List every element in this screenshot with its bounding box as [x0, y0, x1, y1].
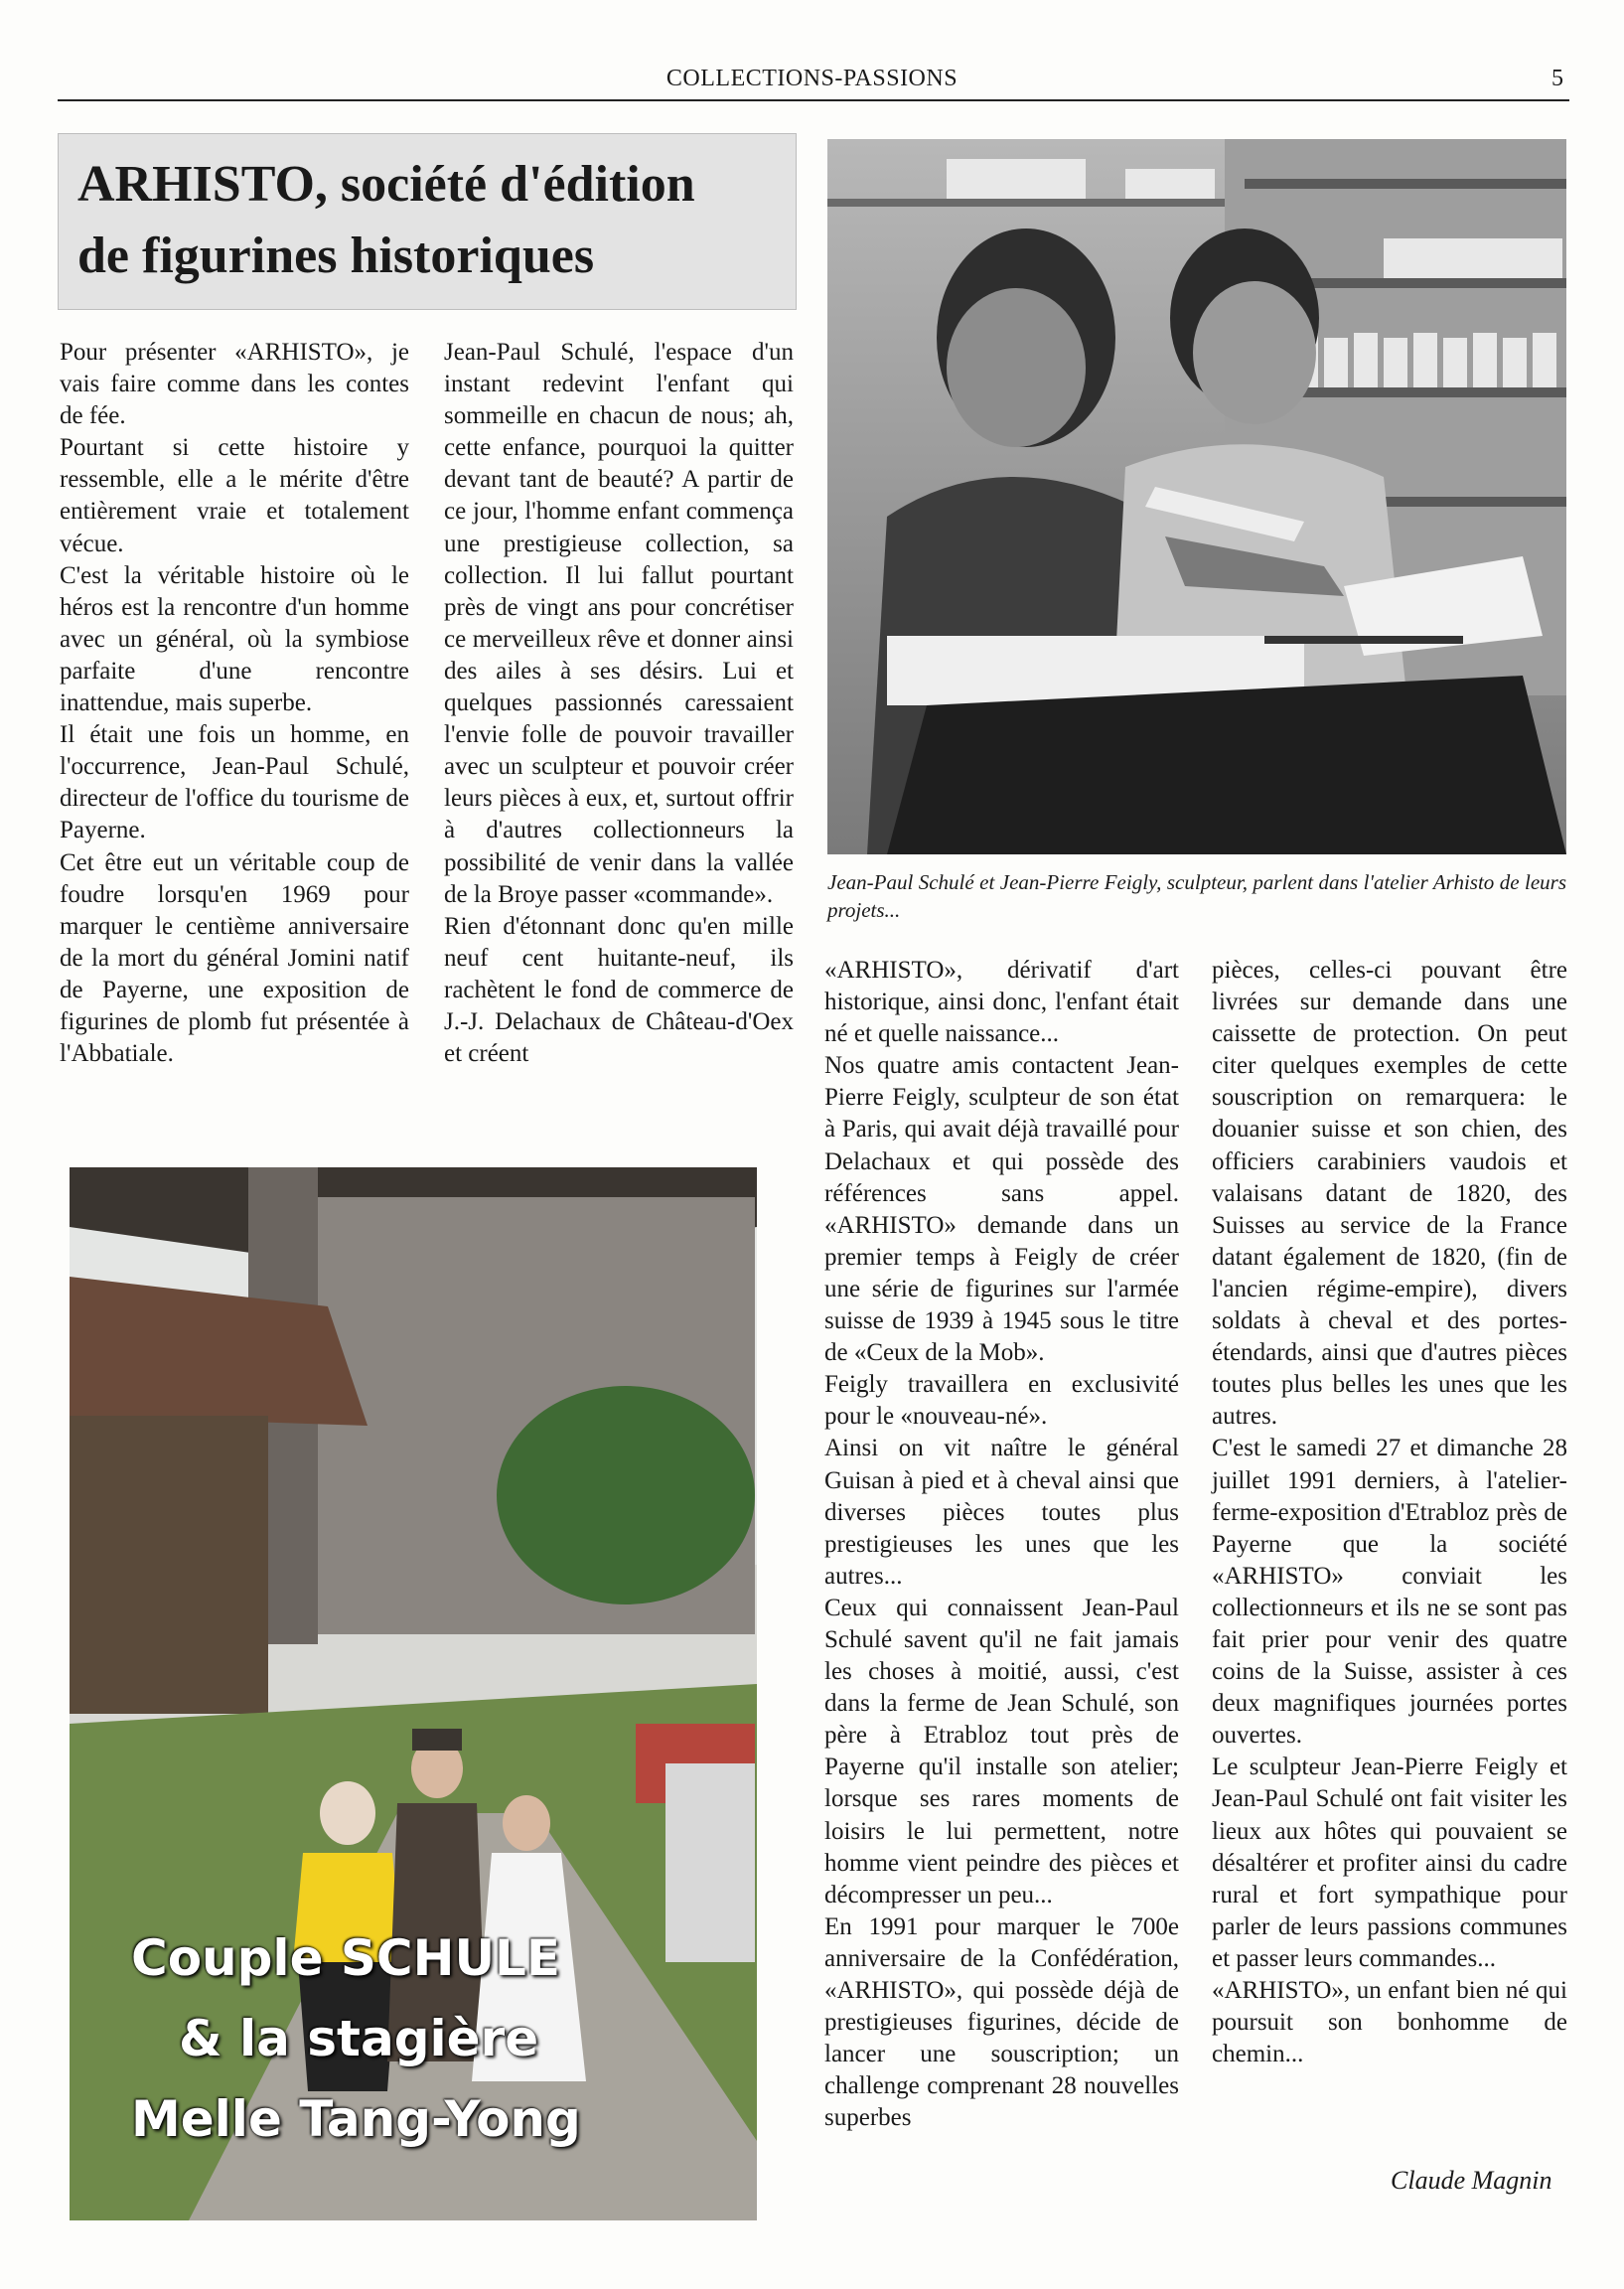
photo-overlay-line2: & la stagière [179, 2010, 539, 2067]
farm-photo [70, 1167, 757, 2220]
paragraph: Ceux qui connaissent Jean-Paul Schulé savent qu'il ne fait jamais les choses à moitié, aussi, c'est dans la ferme de Jean Schulé, son père à Etrabloz tout près de Payerne qu'il installe son atelier; lorsque ses rares moments de loisirs le lui permettent, notre homme vient peindre des pièces et décompresser un peu... [824, 1594, 1179, 1908]
paragraph: Le sculpteur Jean-Pierre Feigly et Jean-Paul Schulé ont fait visiter les lieux aux hôtes qui pouvaient se désaltérer et profiter ainsi du cadre rural et fort sympathique pour parler de leurs passions communes et passer leurs commandes... [1212, 1754, 1567, 1972]
text-column-3 [824, 955, 1179, 2134]
paragraph: Pour présenter «ARHISTO», je vais faire comme dans les contes de fée. [60, 339, 409, 430]
paragraph: Cet être eut un véritable coup de foudre lorsqu'en 1969 pour marquer le centième anniversaire de la mort du général Jomini natif de Payerne, une exposition de figurines de plomb fut présentée à l'Abbatiale. [60, 848, 409, 1068]
paragraph: Jean-Paul Schulé, l'espace d'un instant redevint l'enfant qui sommeille en chacun de nous; ah, cette enfance, pourquoi la quitter devant tant de beauté? A partir de ce jour, l'homme enfant commença une prestigieuse collection, sa collection. Il lui fallut pourtant près de vingt ans pour concrétiser ce merveilleux rêve et donner ainsi des ailes à ses désirs. Lui et quelques passionnés caressaient l'envie folle de pouvoir travailler avec un sculpteur et pouvoir créer leurs pièces à eux, et, surtout offrir à d'autres collectionneurs la possibilité de venir dans la vallée de la Broye passer «commande». [444, 339, 794, 908]
text-column-2 [444, 337, 794, 1070]
article-title-line2: de figurines historiques [77, 228, 595, 284]
photo-overlay-line3: Melle Tang-Yong [131, 2090, 581, 2148]
paragraph: Nos quatre amis contactent Jean-Pierre Feigly, sculpteur de son état à Paris, qui avait déjà travaillé pour Delachaux et qui possède des références sans appel. «ARHISTO» demande dans un premier temps à Feigly de créer une série de figurines sur l'armée suisse de 1939 à 1945 sous le titre de «Ceux de la Mob». [824, 1052, 1179, 1367]
paragraph: «ARHISTO», un enfant bien né qui poursuit son bonhomme de chemin... [1212, 1977, 1567, 2068]
page-number: 5 [1551, 66, 1563, 91]
article-title-line1: ARHISTO, société d'édition [77, 156, 695, 213]
paragraph: Il était une fois un homme, en l'occurrence, Jean-Paul Schulé, directeur de l'office du tourisme de Payerne. [60, 721, 409, 844]
text-column-4 [1212, 955, 1567, 2070]
paragraph: Pourtant si cette histoire y ressemble, elle a le mérite d'être entièrement vraie et totalement vécue. [60, 434, 409, 557]
workshop-photo-image [827, 139, 1566, 854]
paragraph: C'est le samedi 27 et dimanche 28 juillet 1991 derniers, à l'atelier-ferme-exposition d'Etrabloz près de Payerne que la société «ARHISTO» conviait les collectionneurs et ils ne se sont pas fait prier pour venir des quatre coins de la Suisse, assister à ces deux magnifiques journées portes ouvertes. [1212, 1435, 1567, 1750]
workshop-photo [827, 139, 1566, 854]
paragraph: pièces, celles-ci pouvant être livrées sur demande dans une caissette de protection. On peut citer quelques exemples de cette souscription on remarquera: le douanier suisse et son chien, des officiers carabiniers vaudois et valaisans datant de 1820, des Suisses au service de la France datant également de 1820, (fin de l'ancien régime-empire), divers soldats à cheval et des portes-étendards, ainsi que d'autres pièces toutes plus belles les unes que les autres. [1212, 957, 1567, 1431]
paragraph: Rien d'étonnant donc qu'en mille neuf cent huitante-neuf, ils rachètent le fond de commerce de J.-J. Delachaux de Château-d'Oex et créent [444, 912, 794, 1068]
author-signature: Claude Magnin [1391, 2166, 1552, 2195]
header-rule [58, 99, 1569, 101]
paragraph: En 1991 pour marquer le 700e anniversaire de la Confédération, «ARHISTO», qui possède déjà de prestigieuses figurines, décide de lancer une souscription; un challenge comprenant 28 nouvelles superbes [824, 1912, 1179, 2132]
paragraph: C'est la véritable histoire où le héros est la rencontre d'un homme avec un général, où la symbiose parfaite d'une rencontre inattendue, mais superbe. [60, 561, 409, 717]
photo-overlay-line1: Couple SCHULE [131, 1929, 561, 1987]
photo-caption: Jean-Paul Schulé et Jean-Pierre Feigly, sculpteur, parlent dans l'atelier Arhisto de leurs projets... [827, 870, 1566, 922]
paragraph: Ainsi on vit naître le général Guisan à pied et à cheval ainsi que diverses pièces toutes plus prestigieuses les unes que les autres... [824, 1435, 1179, 1590]
section-header: COLLECTIONS-PASSIONS [665, 66, 959, 91]
text-column-1 [60, 337, 409, 1070]
paragraph: Feigly travaillera en exclusivité pour le «nouveau-né». [824, 1371, 1179, 1431]
paragraph: «ARHISTO», dérivatif d'art historique, ainsi donc, l'enfant était né et quelle naissance... [824, 957, 1179, 1048]
